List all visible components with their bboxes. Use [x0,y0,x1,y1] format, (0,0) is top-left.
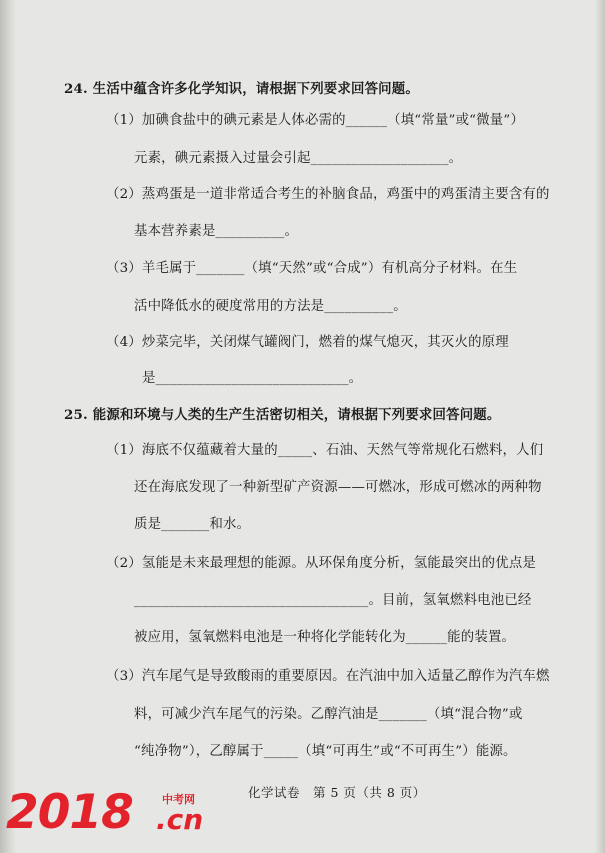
question-25-part2-line1: （2）氢能是未来最理想的能源。从环保角度分析，氢能最突出的优点是 [106,556,537,571]
question-24-part2-line2: 基本营养素是__________。 [134,224,299,239]
question-25-part2-line2: __________________________________。目前，氢氧燃料电池已经 [134,593,532,608]
question-25-part2-line3: 被应用，氢氧燃料电池是一种将化学能转化为______能的装置。 [134,630,516,645]
question-24-stem: 24. 生活中蕴含许多化学知识，请根据下列要求回答问题。 [64,81,419,97]
watermark-site-name: 中考网 [162,793,195,806]
question-24-part3-line2: 活中降低水的硬度常用的方法是__________。 [134,299,407,314]
question-25-part1-line2: 还在海底发现了一种新型矿产资源——可燃冰，形成可燃冰的两种物 [134,480,542,495]
question-24-part1-line1: （1）加碘食盐中的碘元素是人体必需的______（填“常量”或“微量”） [106,113,525,128]
scan-edge-left [0,0,16,853]
question-24-part3-line1: （3）羊毛属于_______（填“天然”或“合成”）有机高分子材料。在生 [106,261,518,276]
question-25-part1-line3: 质是_______和水。 [134,517,251,532]
page-footer: 化学试卷 第 5 页（共 8 页） [248,785,426,800]
question-25-part3-line1: （3）汽车尾气是导致酸雨的重要原因。在汽油中加入适量乙醇作为汽车燃 [106,669,550,684]
question-24-part4-line2: 是____________________________。 [142,371,363,386]
question-25-part1-line1: （1）海底不仅蕴藏着大量的_____、石油、天然气等常规化石燃料，人们 [106,443,544,458]
question-25-stem: 25. 能源和环境与人类的生产生活密切相关，请根据下列要求回答问题。 [64,407,501,423]
question-25-part3-line2: 料，可减少汽车尾气的污染。乙醇汽油是_______（填“混合物”或 [134,707,523,722]
watermark-logo [6,782,206,842]
watermark-year: 2018 [6,785,133,840]
question-25-part3-line3: “纯净物”），乙醇属于_____（填“可再生”或“不可再生”）能源。 [134,744,517,759]
watermark-domain: .cn [156,803,204,836]
question-24-part2-line1: （2）蒸鸡蛋是一道非常适合考生的补脑食品，鸡蛋中的鸡蛋清主要含有的 [106,187,550,202]
scan-edge-right [595,0,605,853]
question-24-part4-line1: （4）炒菜完毕，关闭煤气罐阀门，燃着的煤气熄灭，其灭火的原理 [106,335,509,350]
question-24-part1-line2: 元素，碘元素摄入过量会引起____________________。 [134,151,463,166]
